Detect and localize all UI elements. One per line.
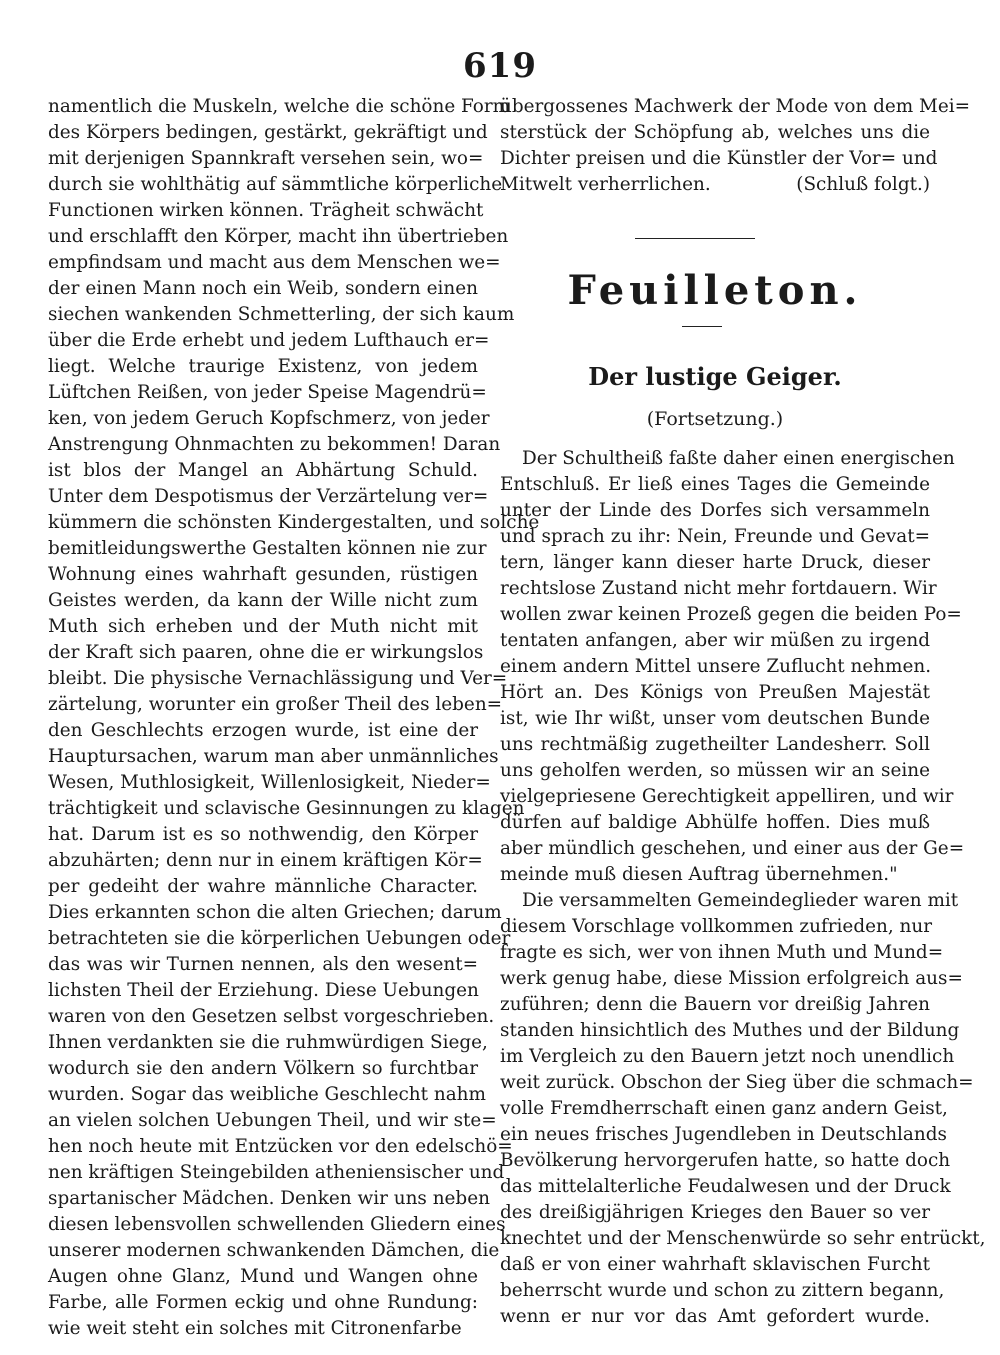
text-line: nen kräftigen Steingebilden atheniensischer und	[48, 1162, 505, 1183]
text-line: uns rechtmäßig zugetheilter Landesherr. Soll	[500, 734, 930, 755]
text-line: bemitleidungswerthe Gestalten können nie zur	[48, 538, 487, 559]
text-line: Der Schultheiß faßte daher einen energischen	[522, 448, 955, 469]
text-line: Geistes werden, da kann der Wille nicht zum	[48, 590, 478, 611]
text-line: knechtet und der Menschenwürde so sehr entrückt,	[500, 1228, 986, 1249]
text-line: tern, länger kann dieser harte Druck, dieser	[500, 552, 930, 573]
section-divider	[500, 198, 930, 242]
text-line: übergossenes Machwerk der Mode von dem Mei=	[500, 96, 971, 117]
text-line: siechen wankenden Schmetterling, der sich kaum	[48, 304, 515, 325]
story-title: Der lustige Geiger.	[588, 362, 842, 391]
text-line: wollen zwar keinen Prozeß gegen die beiden Po=	[500, 604, 962, 625]
text-line: ist blos der Mangel an Abhärtung Schuld.	[48, 460, 478, 481]
text-line: ist, wie Ihr wißt, unser vom deutschen Bunde	[500, 708, 930, 729]
text-line: fragte es sich, wer von ihnen Muth und Mund=	[500, 942, 944, 963]
story-paragraph-1	[500, 446, 965, 888]
text-line: Augen ohne Glanz, Mund und Wangen ohne	[48, 1266, 478, 1287]
text-line: weit zurück. Obschon der Sieg über die schmach=	[500, 1072, 974, 1093]
continuation-note: (Fortsetzung.)	[646, 408, 784, 430]
text-line: per gedeiht der wahre männliche Character.	[48, 876, 478, 897]
text-line: Dies erkannten schon die alten Griechen; darum	[48, 902, 502, 923]
closing-line	[500, 172, 930, 198]
text-line: und sprach zu ihr: Nein, Freunde und Gevat=	[500, 526, 930, 547]
text-line: Anstrengung Ohnmachten zu bekommen! Daran	[48, 434, 501, 455]
text-line: den Geschlechts erzogen wurde, ist eine der	[48, 720, 478, 741]
text-line: abzuhärten; denn nur in einem kräftigen Kör=	[48, 850, 483, 871]
text-line: durch sie wohlthätig auf sämmtliche körperliche	[48, 174, 503, 195]
text-line: vielgepriesene Gerechtigkeit appelliren, und wir	[500, 786, 954, 807]
section-heading: Feuilleton.	[567, 267, 863, 314]
text-line: einem andern Mittel unsere Zuflucht nehmen.	[500, 656, 932, 677]
text-line: Bevölkerung hervorgerufen hatte, so hatte doch	[500, 1150, 951, 1171]
text-line: im Vergleich zu den Bauern jetzt noch unendlich	[500, 1046, 955, 1067]
text-line: rechtslose Zustand nicht mehr fortdauern. Wir	[500, 578, 937, 599]
text-line: Entschluß. Er ließ eines Tages die Gemeinde	[500, 474, 930, 495]
right-column	[500, 94, 986, 1330]
text-line: unserer modernen schwankenden Dämchen, die	[48, 1240, 500, 1261]
text-line: lichsten Theil der Erziehung. Diese Uebungen	[48, 980, 479, 1001]
text-line: der einen Mann noch ein Weib, sondern einen	[48, 278, 478, 299]
story-paragraph-2	[500, 888, 986, 1330]
text-line: beherrscht wurde und schon zu zittern begann,	[500, 1280, 945, 1301]
text-line: trächtigkeit und sclavische Gesinnungen zu klagen	[48, 798, 525, 819]
left-column	[48, 94, 540, 1342]
text-line: waren von den Gesetzen selbst vorgeschrieben.	[48, 1006, 495, 1027]
text-line: kümmern die schönsten Kindergestalten, und solche	[48, 512, 540, 533]
text-line: Ihnen verdankten sie die ruhmwürdigen Siege,	[48, 1032, 488, 1053]
text-line: das mittelalterliche Feudalwesen und der Druck	[500, 1176, 951, 1197]
text-line: betrachteten sie die körperlichen Uebungen oder	[48, 928, 511, 949]
text-line: Unter dem Despotismus der Verzärtelung ver=	[48, 486, 489, 507]
text-line: spartanischer Mädchen. Denken wir uns neben	[48, 1188, 490, 1209]
text-line: unter der Linde des Dorfes sich versammeln	[500, 500, 930, 521]
page-number: 619	[463, 46, 537, 86]
text-line: Muth sich erheben und der Muth nicht mit	[48, 616, 478, 637]
text-line: standen hinsichtlich des Muthes und der Bildung	[500, 1020, 960, 1041]
text-line: bleibt. Die physische Vernachlässigung und Ver=	[48, 668, 508, 689]
text-line: tentaten anfangen, aber wir müßen zu irgend	[500, 630, 930, 651]
text-line: Die versammelten Gemeindeglieder waren mit	[522, 890, 959, 911]
text-line: wodurch sie den andern Völkern so furchtbar	[48, 1058, 478, 1079]
text-line: liegt. Welche traurige Existenz, von jedem	[48, 356, 478, 377]
text-line: das was wir Turnen nennen, als den wesent=	[48, 954, 478, 975]
text-line: volle Fremdherrschaft einen ganz andern Geist,	[500, 1098, 948, 1119]
text-line: des dreißigjährigen Krieges den Bauer so ver	[500, 1202, 930, 1223]
text-line: Functionen wirken können. Trägheit schwächt	[48, 200, 484, 221]
text-line: Wohnung eines wahrhaft gesunden, rüstigen	[48, 564, 478, 585]
text-line: hen noch heute mit Entzücken vor den edelschö=	[48, 1136, 513, 1157]
text-line: an vielen solchen Uebungen Theil, und wir ste=	[48, 1110, 497, 1131]
text-line: Wesen, Muthlosigkeit, Willenlosigkeit, Nieder=	[48, 772, 491, 793]
previous-article-end	[500, 94, 971, 172]
text-line: empfindsam und macht aus dem Menschen we=	[48, 252, 501, 273]
text-line: ein neues frisches Jugendleben in Deutschlands	[500, 1124, 947, 1145]
text-line: daß er von einer wahrhaft sklavischen Furcht	[500, 1254, 930, 1275]
text-line: und erschlafft den Körper, macht ihn übertrieben	[48, 226, 509, 247]
text-line: namentlich die Muskeln, welche die schöne Form	[48, 96, 511, 117]
to-be-concluded-note: (Schluß folgt.)	[796, 174, 930, 195]
text-line: wurden. Sogar das weibliche Geschlecht nahm	[48, 1084, 486, 1105]
text-line: Hört an. Des Königs von Preußen Majestät	[500, 682, 930, 703]
text-line: zuführen; denn die Bauern vor dreißig Jahren	[500, 994, 930, 1015]
text-line: wie weit steht ein solches mit Citronenfarbe	[48, 1318, 462, 1339]
heading-rule	[500, 316, 930, 340]
text-line: Dichter preisen und die Künstler der Vor= und	[500, 148, 938, 169]
text-line: hat. Darum ist es so nothwendig, den Körper	[48, 824, 478, 845]
text-line: ken, von jedem Geruch Kopfschmerz, von jeder	[48, 408, 490, 429]
text-line: wenn er nur vor das Amt gefordert wurde.	[500, 1306, 930, 1327]
text-line: diesen lebensvollen schwellenden Gliedern eines	[48, 1214, 506, 1235]
text-line: Hauptursachen, warum man aber unmännliches	[48, 746, 499, 767]
text-line: meinde muß diesen Auftrag übernehmen."	[500, 864, 898, 885]
text-line: aber mündlich geschehen, und einer aus der Ge=	[500, 838, 965, 859]
text-line: zärtelung, worunter ein großer Theil des leben=	[48, 694, 503, 715]
text-line: über die Erde erhebt und jedem Lufthauch er=	[48, 330, 490, 351]
text-line: Lüftchen Reißen, von jeder Speise Magendrü=	[48, 382, 487, 403]
text-line: werk genug habe, diese Mission erfolgreich aus=	[500, 968, 963, 989]
text-line: mit derjenigen Spannkraft versehen sein, wo=	[48, 148, 484, 169]
text-line: diesem Vorschlage vollkommen zufrieden, nur	[500, 916, 932, 937]
text-line: dürfen auf baldige Abhülfe hoffen. Dies muß	[500, 812, 930, 833]
text-line: sterstück der Schöpfung ab, welches uns die	[500, 122, 930, 143]
text-line: Farbe, alle Formen eckig und ohne Rundung:	[48, 1292, 478, 1313]
text-line: uns geholfen werden, so müssen wir an seine	[500, 760, 930, 781]
closing-text: Mitwelt verherrlichen.	[500, 174, 711, 195]
text-line: des Körpers bedingen, gestärkt, gekräftigt und	[48, 122, 488, 143]
text-line: der Kraft sich paaren, ohne die er wirkungslos	[48, 642, 484, 663]
